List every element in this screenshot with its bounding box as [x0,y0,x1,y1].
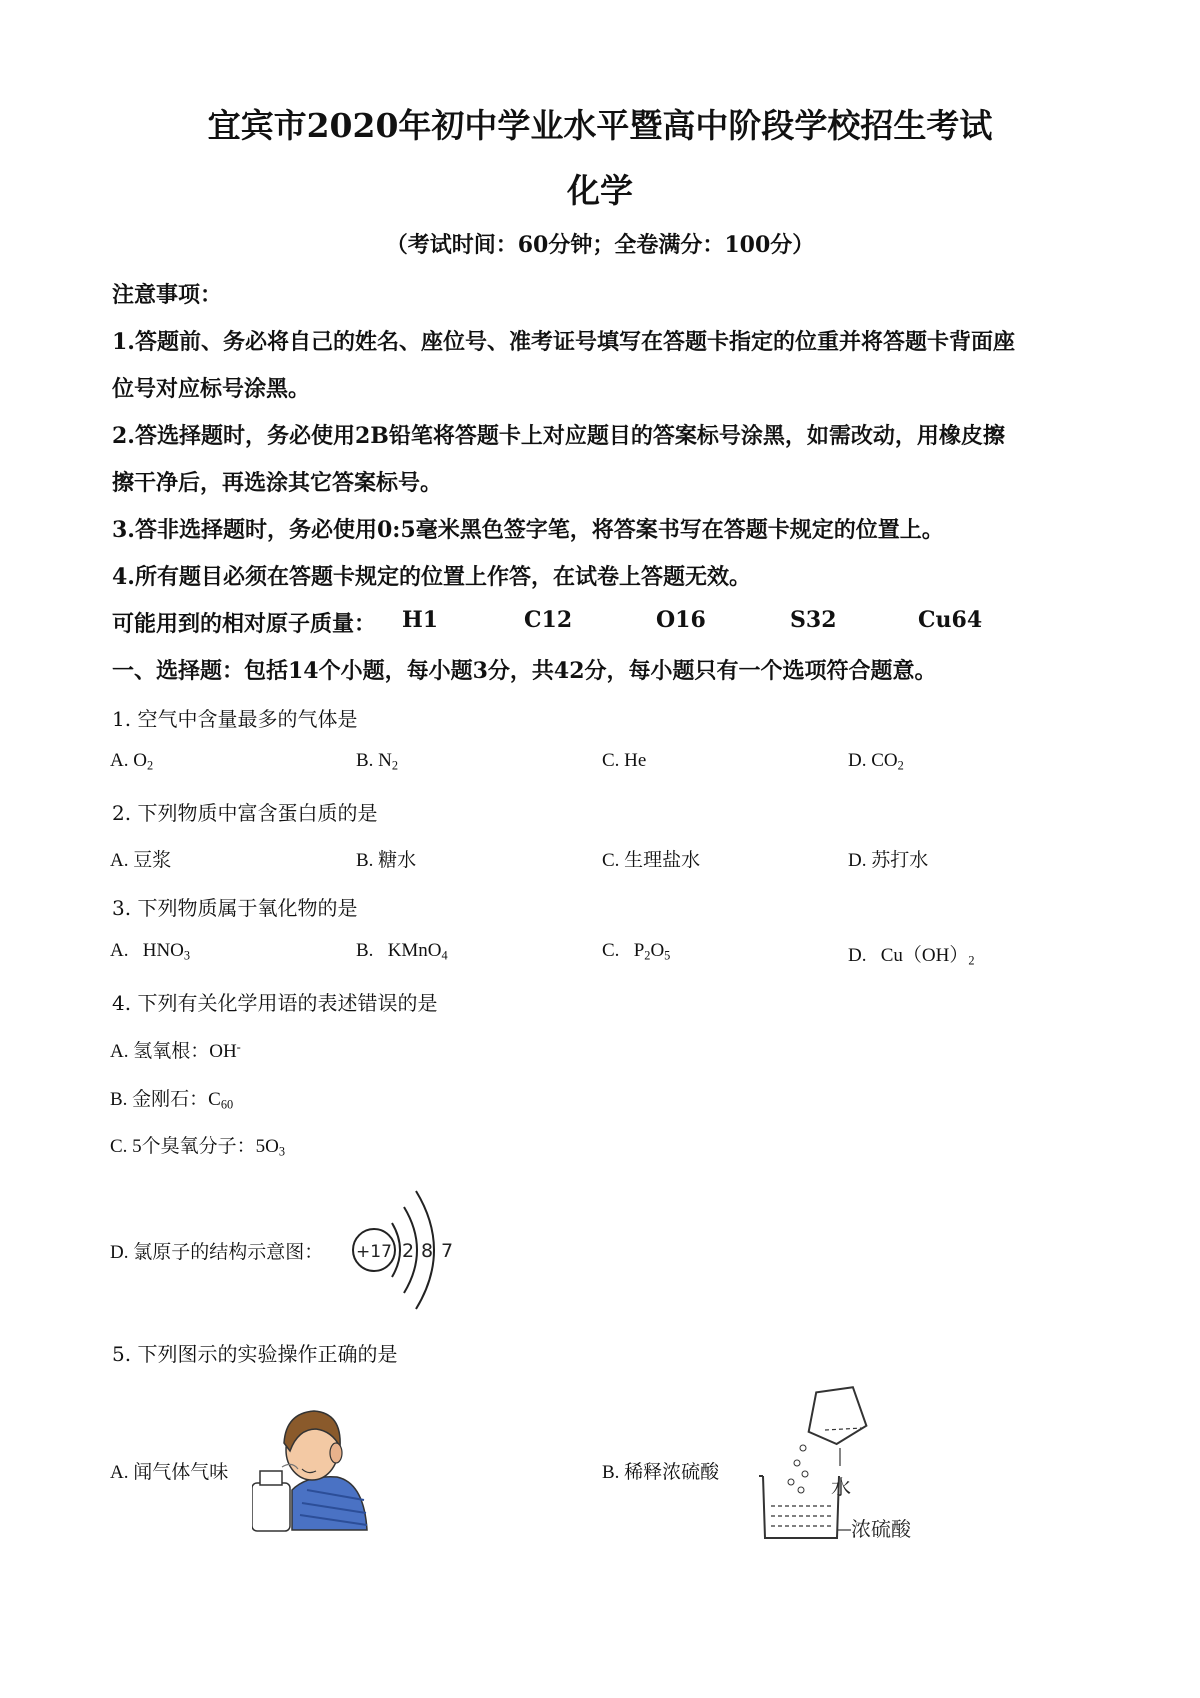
note-line-2: 位号对应标号涂黑。 [112,376,311,402]
atomic-mass-o: O16 [656,607,706,633]
diluting-acid-illustration [745,1378,920,1553]
q1-option-d: D. $CO_2$ [848,750,904,773]
question-3-stem: 3. 下列物质属于氧化物的是 [112,896,358,920]
exam-info: （考试时间：60分钟；全卷满分：100分） [385,232,815,258]
chlorine-atom-diagram [350,1175,470,1315]
note-line-6: 4.所有题目必须在答题卡规定的位置上作答，在试卷上答题无效。 [112,564,751,590]
question-5-stem: 5. 下列图示的实验操作正确的是 [112,1342,398,1366]
question-1-stem: 1. 空气中含量最多的气体是 [112,707,358,731]
q3-option-c: C. $P_2O_5$ [602,940,671,963]
q1-option-a: A. $O_2$ [110,750,154,773]
q1-option-c: C. He [602,750,647,771]
q2-option-c: C. 生理盐水 [602,850,701,871]
shell-count-3: 7 [440,1240,454,1262]
atomic-mass-c: C12 [524,607,573,633]
atomic-mass-label: 可能用到的相对原子质量： [112,611,377,637]
note-line-4: 擦干净后，再选涂其它答案标号。 [112,470,443,496]
notes-heading: 注意事项： [112,282,223,308]
atomic-mass-h: H1 [402,607,439,633]
q2-option-b: B. 糖水 [356,850,417,871]
q4-option-c: C. 5个臭氧分子：$5O_3$ [110,1136,286,1159]
atomic-mass-cu: Cu64 [918,607,983,633]
question-4-stem: 4. 下列有关化学用语的表述错误的是 [112,991,438,1015]
smelling-gas-illustration [252,1395,372,1535]
exam-title: 宜宾市2020年初中学业水平暨高中阶段学校招生考试 [207,106,993,145]
atomic-mass-s: S32 [790,607,837,633]
note-line-3: 2.答选择题时，务必使用2B铅笔将答题卡上对应题目的答案标号涂黑，如需改动，用橡皮擦 [112,423,1005,449]
nucleus-charge: +17 [356,1242,392,1262]
note-line-1: 1.答题前、务必将自己的姓名、座位号、准考证号填写在答题卡指定的位重并将答题卡背面座 [112,329,1015,355]
shell-count-2: 8 [420,1240,434,1262]
q2-option-a: A. 豆浆 [110,850,172,871]
q3-option-d: D. $Cu(OH)_2$ [848,945,975,968]
q5-option-b: B. 稀释浓硫酸 [602,1462,720,1483]
q1-option-b: B. $N_2$ [356,750,399,773]
question-2-stem: 2. 下列物质中富含蛋白质的是 [112,801,378,825]
note-line-5: 3.答非选择题时，务必使用0:5毫米黑色签字笔，将答案书写在答题卡规定的位置上。 [112,517,944,543]
q4-option-b: B. 金刚石：$C_{60}$ [110,1089,234,1112]
q5-option-a: A. 闻气体气味 [110,1462,229,1483]
q3-option-b: B. KMnO$_4$ [356,940,448,963]
q4-option-a: A. 氢氧根：OH- [110,1039,241,1062]
q2-option-d: D. 苏打水 [848,850,929,871]
section-heading: 一、选择题：包括14个小题，每小题3分，共42分，每小题只有一个选项符合题意。 [112,658,937,684]
acid-label: 浓硫酸 [851,1517,911,1541]
subject-title: 化学 [567,171,633,210]
water-label: 水 [831,1475,851,1499]
q3-option-a: A. $HNO_3$ [110,940,191,963]
shell-count-1: 2 [401,1240,415,1262]
q4-option-d: D. 氯原子的结构示意图： [110,1242,324,1263]
